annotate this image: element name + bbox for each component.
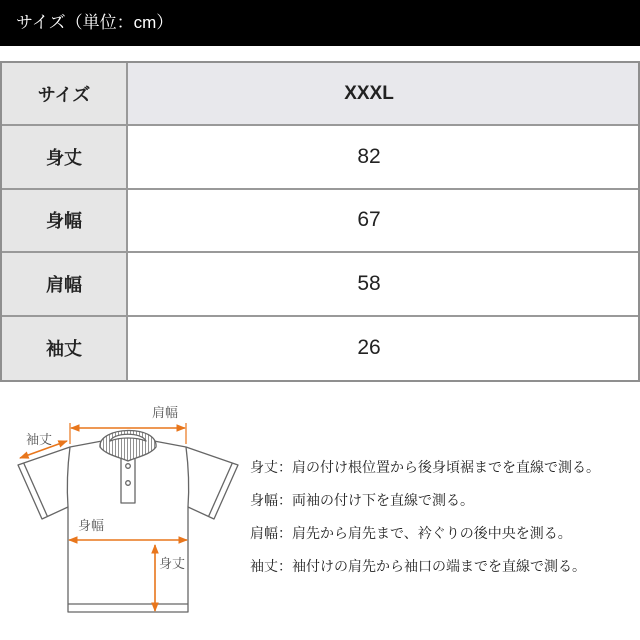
row-label-body-length: 身丈 xyxy=(2,126,128,189)
sleeve-length-label: 袖丈 xyxy=(25,432,53,447)
header-bar xyxy=(0,0,640,46)
body-width-label: 身幅 xyxy=(77,518,105,533)
row-label-body-width: 身幅 xyxy=(2,190,128,253)
size-table xyxy=(0,61,640,382)
row-value-body-length: 82 xyxy=(128,126,638,189)
measurement-notes xyxy=(250,451,635,583)
shoulder-width-label: 肩幅 xyxy=(151,405,179,420)
note-sleeve-length: 袖丈：袖付けの肩先から袖口の端までを直線で測る。 xyxy=(250,558,586,574)
page-title: サイズ（単位：cm） xyxy=(16,13,174,32)
button-top xyxy=(126,464,131,469)
size-header-value: XXXL xyxy=(128,63,638,126)
note-body-width: 身幅：両袖の付け下を直線で測る。 xyxy=(250,492,474,508)
body-length-label: 身丈 xyxy=(158,556,186,571)
button-bottom xyxy=(126,481,131,486)
row-value-shoulder-width: 58 xyxy=(128,253,638,316)
row-label-sleeve-length: 袖丈 xyxy=(2,317,128,380)
polo-shirt-diagram xyxy=(0,390,245,635)
row-value-sleeve-length: 26 xyxy=(357,336,381,360)
note-body-length: 身丈：肩の付け根位置から後身頃裾までを直線で測る。 xyxy=(250,459,600,475)
row-label-shoulder-width: 肩幅 xyxy=(2,253,128,316)
polo-shirt-icon xyxy=(18,430,238,612)
row-value-body-width: 67 xyxy=(128,190,638,253)
size-header-label: サイズ xyxy=(2,63,128,126)
note-shoulder-width: 肩幅：肩先から肩先まで、衿ぐりの後中央を測る。 xyxy=(250,525,572,541)
placket xyxy=(121,455,135,503)
